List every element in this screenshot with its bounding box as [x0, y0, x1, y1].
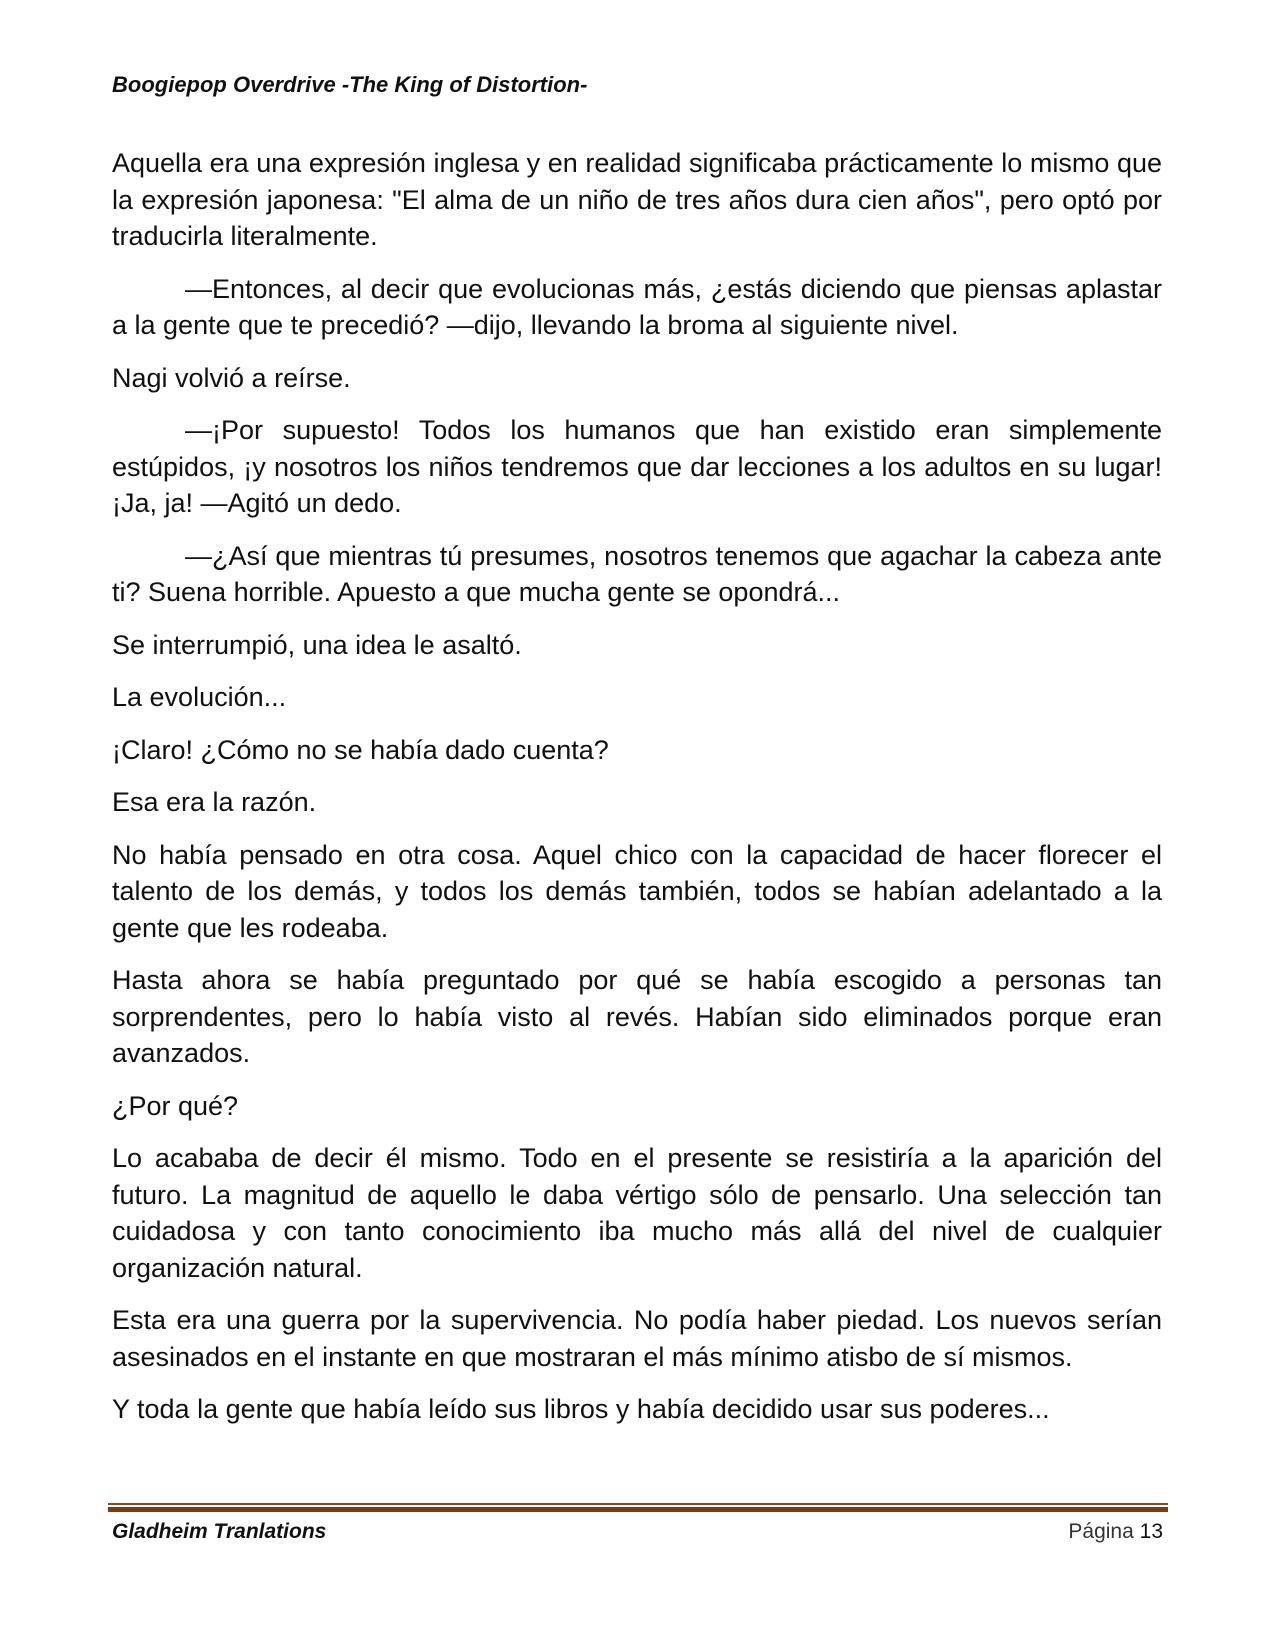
footer-divider-thick-line [108, 1507, 1168, 1512]
paragraph: Esta era una guerra por la supervivencia. No podía haber piedad. Los nuevos serían asesinados en el instante en que mostraran el más mínimo atisbo de sí mismos. [112, 1305, 1162, 1372]
paragraph: La evolución... [112, 682, 287, 712]
paragraph: ¿Por qué? [112, 1090, 239, 1121]
paragraph: Aquella era una expresión inglesa y en realidad significaba prácticamente lo mismo que la expresión japonesa: "El alma de un niño de tres años dura cien años", pero optó por traducirla literalmente. [112, 148, 1162, 251]
page-number: 13 [1139, 1520, 1163, 1543]
page-header-title: Boogiepop Overdrive -The King of Distortion- [112, 72, 588, 97]
paragraph: Y toda la gente que había leído sus libros y había decidido usar sus poderes... [112, 1394, 1050, 1424]
paragraph: Esa era la razón. [112, 787, 317, 817]
footer-divider-thin-line [108, 1503, 1168, 1505]
paragraph: Hasta ahora se había preguntado por qué se había escogido a personas tan sorprendentes, pero lo había visto al revés. Habían sido eliminados porque eran avanzados. [112, 965, 1162, 1068]
footer-page-indicator [1068, 1520, 1163, 1544]
paragraph: ¡Claro! ¿Cómo no se había dado cuenta? [112, 734, 609, 765]
footer-divider [108, 1503, 1168, 1512]
paragraph: Se interrumpió, una idea le asaltó. [112, 629, 522, 660]
page-label: Página [1068, 1520, 1134, 1543]
body-text [112, 145, 1162, 1444]
paragraph: No había pensado en otra cosa. Aquel chico con la capacidad de hacer florecer el talento de los demás, y todos los demás también, todos se habían adelantado a la gente que les rodeaba. [112, 839, 1162, 943]
paragraph: —¡Por supuesto! Todos los humanos que han existido eran simplemente estúpidos, ¡y nosotros los niños tendremos que dar lecciones a los adultos en su lugar! ¡Ja, ja! —Agitó un dedo. [112, 415, 1162, 518]
paragraph: —¿Así que mientras tú presumes, nosotros tenemos que agachar la cabeza ante ti? Suena horrible. Apuesto a que mucha gente se opondrá... [112, 540, 1162, 607]
footer-translator-credit: Gladheim Tranlations [112, 1520, 327, 1543]
paragraph: Nagi volvió a reírse. [112, 362, 351, 393]
paragraph: Lo acababa de decir él mismo. Todo en el presente se resistiría a la aparición del futuro. La magnitud de aquello le daba vértigo sólo de pensarlo. Una selección tan cuidadosa y con tanto conocimiento iba mucho más allá del nivel de cualquier organización natural. [112, 1143, 1162, 1283]
paragraph: —Entonces, al decir que evolucionas más, ¿estás diciendo que piensas aplastar a la gente que te precedió? —dijo, llevando la broma al siguiente nivel. [112, 273, 1162, 340]
